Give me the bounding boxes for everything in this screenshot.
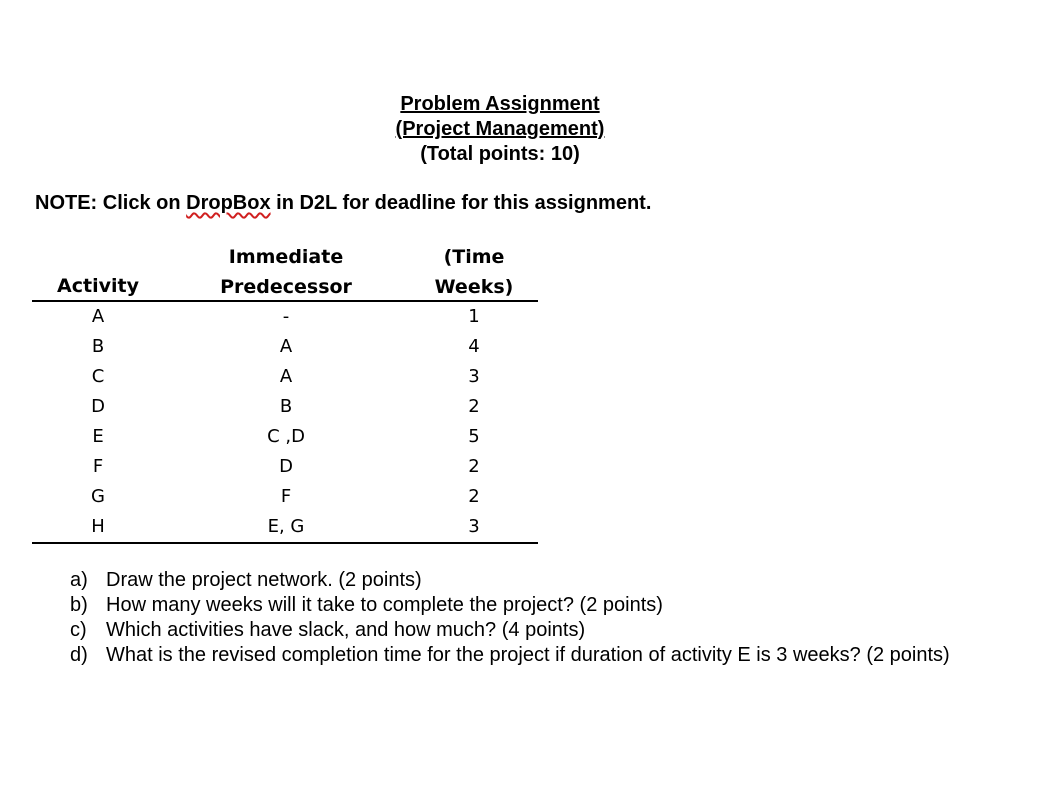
question-text: Which activities have slack, and how much? (4 points) [106,619,586,641]
cell-predecessor: A [279,336,293,357]
question-label: d) [70,644,88,666]
cell-activity: C [91,366,105,387]
table-row [32,332,538,362]
cell-time: 1 [468,306,480,327]
note-prefix: NOTE: Click on [35,192,187,214]
activity-table [32,242,538,544]
cell-activity: E [92,426,104,447]
title-line-2: (Project Management) [395,118,605,140]
cell-time: 3 [468,366,480,387]
question-label: c) [70,619,87,641]
cell-predecessor: A [279,366,293,387]
table-row [32,482,538,512]
cell-time: 2 [468,456,480,477]
table-row [32,422,538,452]
table-row [32,362,538,392]
note-suffix: in D2L for deadline for this assignment. [270,192,652,214]
header-time [416,242,532,302]
table-row [32,512,538,542]
cell-activity: G [91,486,105,507]
header-predecessor-line-1: Immediate [228,246,344,268]
cell-time: 3 [468,516,480,537]
header-predecessor-line-2: Predecessor [220,276,352,298]
table-row [32,452,538,482]
question-item [70,593,990,618]
cell-time: 5 [468,426,480,447]
question-item [70,618,990,643]
header-time-line-2: Weeks) [434,276,514,298]
question-text: Draw the project network. (2 points) [106,569,422,591]
dropbox-text: DropBox [186,192,271,214]
title-block [380,92,620,167]
cell-time: 4 [468,336,480,357]
question-item [70,568,990,593]
cell-activity: F [92,456,104,477]
cell-predecessor: F [280,486,292,507]
cell-activity: A [91,306,105,327]
title-line-1: Problem Assignment [400,93,600,115]
cell-predecessor: E, G [267,516,305,537]
title-line-3: (Total points: 10) [420,143,580,165]
header-time-line-1: (Time [443,246,505,268]
cell-activity: D [91,396,105,417]
table-row [32,392,538,422]
question-item [70,643,990,668]
question-label: a) [70,569,88,591]
question-text: How many weeks will it take to complete the project? (2 points) [106,594,663,616]
cell-predecessor: C ,D [267,426,305,447]
cell-predecessor: D [279,456,293,477]
cell-time: 2 [468,486,480,507]
question-text: What is the revised completion time for the project if duration of activity E is 3 weeks? (2 points) [106,644,950,666]
header-predecessor [204,242,368,302]
cell-predecessor: B [279,396,293,417]
table-header [32,242,538,302]
cell-activity: H [91,516,105,537]
table-row [32,302,538,332]
question-label: b) [70,594,88,616]
table-body [32,302,538,544]
question-list [70,568,990,668]
cell-activity: B [91,336,105,357]
cell-time: 2 [468,396,480,417]
deadline-note [35,192,651,215]
header-activity: Activity [57,275,139,297]
cell-predecessor: - [282,306,290,327]
